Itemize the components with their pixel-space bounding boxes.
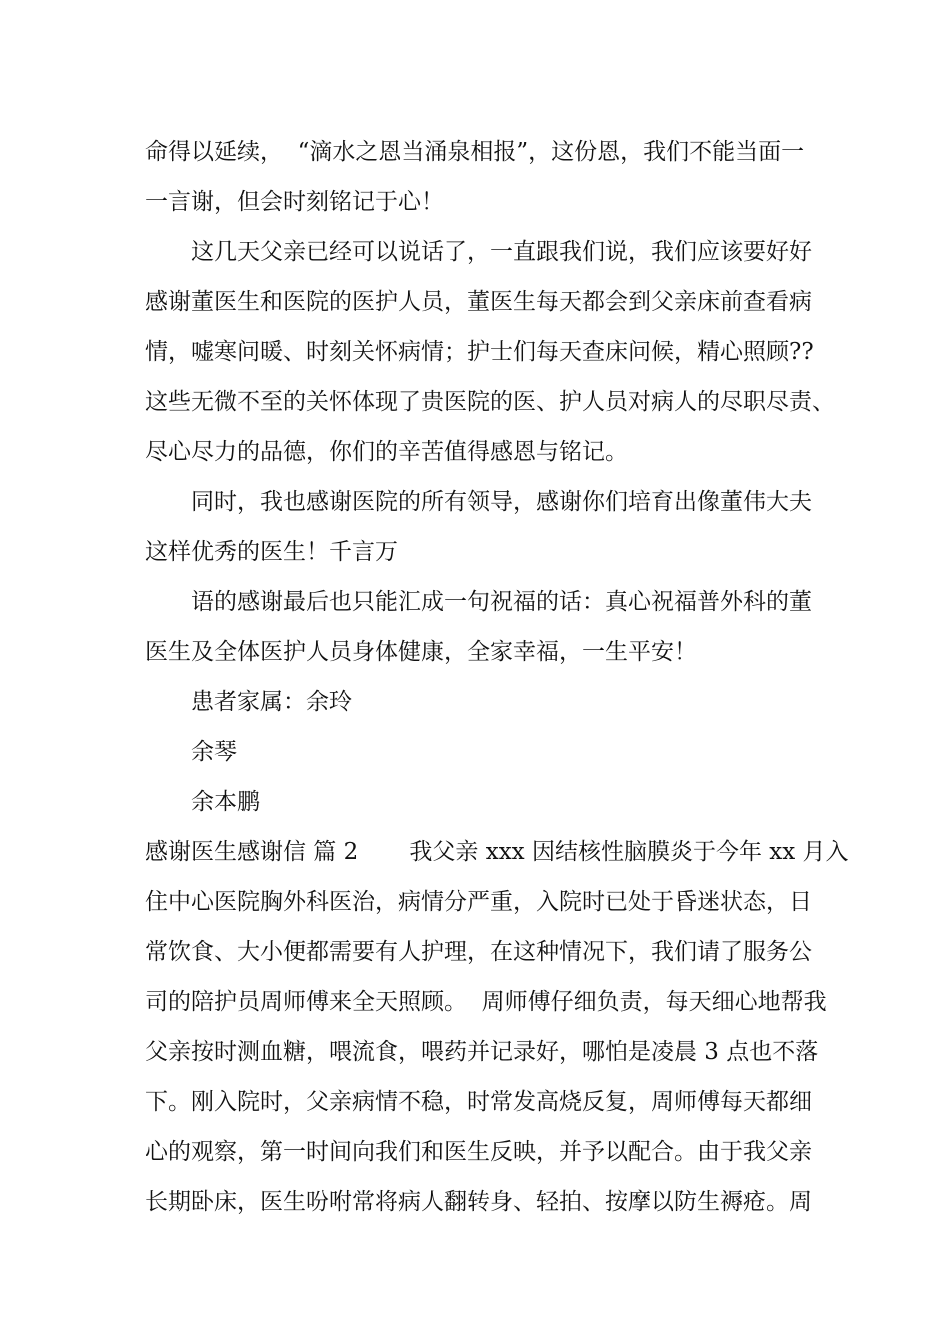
section-heading-line: 感谢医生感谢信 篇 2 我父亲 xxx 因结核性脑膜炎于今年 xx 月入 — [145, 839, 849, 865]
text-line: 这样优秀的医生！千言万 — [145, 539, 398, 565]
signature-line: 余本鹏 — [191, 789, 260, 815]
text-line: 同时，我也感谢医院的所有领导，感谢你们培育出像董伟大夫 — [191, 489, 812, 515]
text-line: 感谢董医生和医院的医护人员，董医生每天都会到父亲床前查看病 — [145, 289, 812, 315]
text-line: 这几天父亲已经可以说话了，一直跟我们说，我们应该要好好 — [191, 239, 812, 265]
text-line: 心的观察，第一时间向我们和医生反映，并予以配合。由于我父亲 — [145, 1139, 812, 1165]
text-line: 父亲按时测血糖，喂流食，喂药并记录好，哪怕是凌晨 3 点也不落 — [145, 1039, 819, 1065]
text-line: 一言谢，但会时刻铭记于心！ — [145, 189, 444, 215]
text-line: 情，嘘寒问暖、时刻关怀病情；护士们每天查床问候，精心照顾?? — [145, 339, 814, 365]
text-line: 尽心尽力的品德，你们的辛苦值得感恩与铭记。 — [145, 439, 628, 465]
text-line: 医生及全体医护人员身体健康，全家幸福，一生平安！ — [145, 639, 697, 665]
text-line: 长期卧床，医生吩咐常将病人翻转身、轻拍、按摩以防生褥疮。周 — [145, 1189, 812, 1215]
text-line: 司的陪护员周师傅来全天照顾。 周师傅仔细负责，每天细心地帮我 — [145, 989, 827, 1015]
text-line: 这些无微不至的关怀体现了贵医院的医、护人员对病人的尽职尽责、 — [145, 389, 835, 415]
signature-line: 余琴 — [191, 739, 237, 765]
text-line: 下。刚入院时，父亲病情不稳，时常发高烧反复，周师傅每天都细 — [145, 1089, 812, 1115]
text-line: 语的感谢最后也只能汇成一句祝福的话：真心祝福普外科的董 — [191, 589, 812, 615]
signature-line: 患者家属：余玲 — [191, 689, 352, 715]
text-line: 住中心医院胸外科医治，病情分严重，入院时已处于昏迷状态，日 — [145, 889, 812, 915]
text-line: 常饮食、大小便都需要有人护理，在这种情况下，我们请了服务公 — [145, 939, 812, 965]
text-line: 命得以延续， “滴水之恩当涌泉相报”，这份恩，我们不能当面一 — [145, 139, 805, 165]
